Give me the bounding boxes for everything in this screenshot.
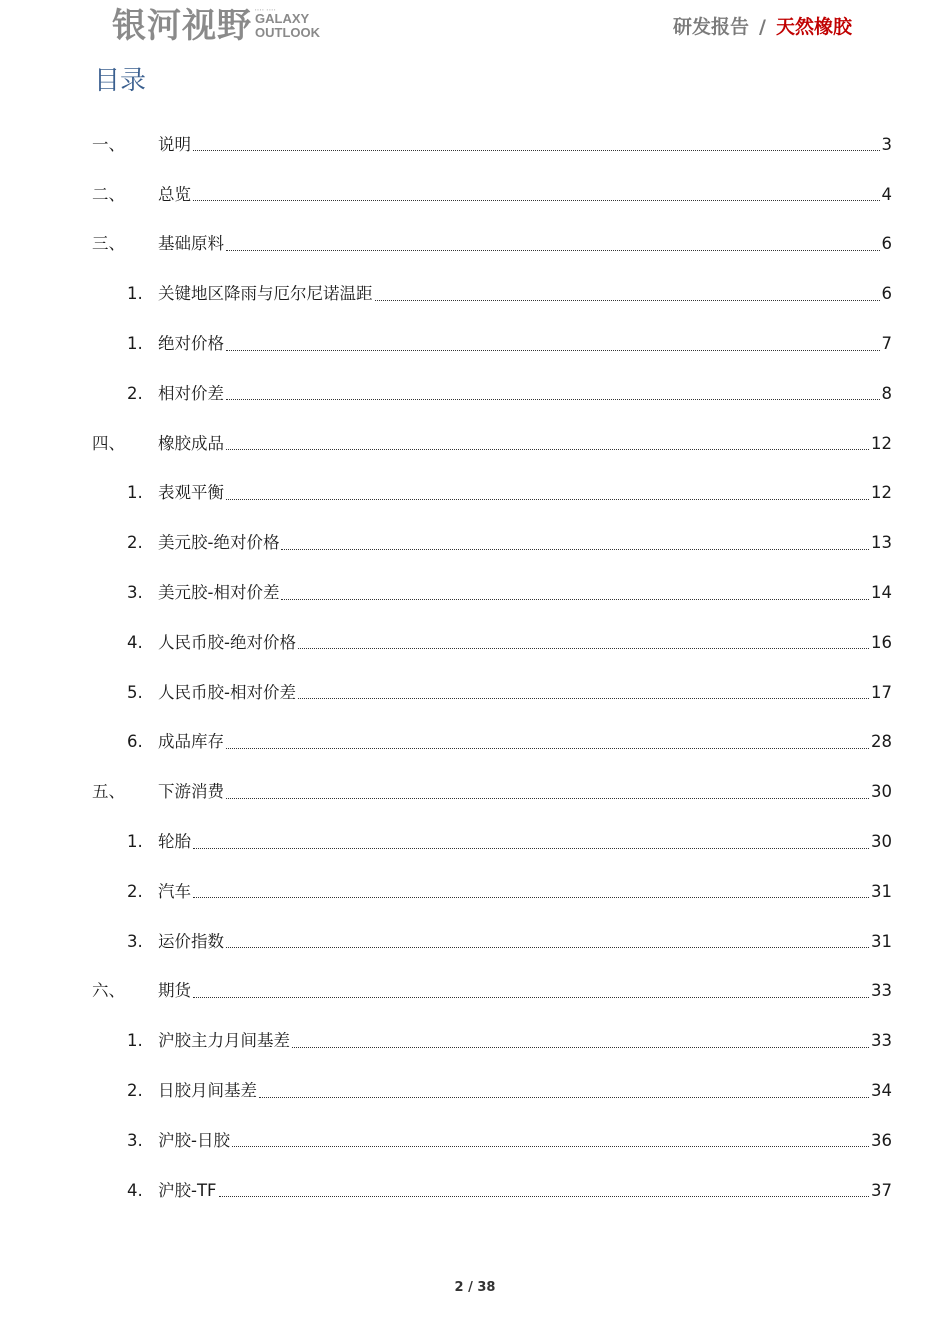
toc-entry[interactable] — [92, 817, 892, 867]
toc-entry-page[interactable]: 17 — [871, 682, 892, 702]
toc-entry-page[interactable]: 6 — [881, 284, 892, 304]
toc-entry-number: 4. — [127, 632, 143, 652]
toc-entry-title[interactable]: 人民币胶-相对价差 — [158, 682, 296, 702]
toc-entry-page[interactable]: 36 — [871, 1130, 892, 1150]
logo-en-line1: GALAXY — [255, 11, 310, 26]
logo-tiny-marks: ▪▪▪▪ ▪▪▪▪ — [255, 7, 277, 12]
toc-dot-leader — [193, 150, 880, 151]
toc-entry[interactable] — [92, 867, 892, 917]
toc-entry[interactable] — [92, 469, 892, 519]
toc-entry-page[interactable]: 14 — [871, 583, 892, 603]
toc-entry-title[interactable]: 美元胶-绝对价格 — [158, 533, 280, 553]
toc-dot-leader — [226, 250, 880, 251]
toc-entry-title[interactable]: 关键地区降雨与厄尔尼诺温距 — [158, 284, 373, 304]
logo-en-line2: OUTLOOK — [255, 25, 320, 40]
toc-dot-leader — [375, 300, 880, 301]
toc-dot-leader — [292, 1047, 869, 1048]
toc-entry-number: 1. — [127, 483, 143, 503]
toc-entry-page[interactable]: 13 — [871, 533, 892, 553]
toc-entry[interactable] — [92, 767, 892, 817]
toc-entry-title[interactable]: 运价指数 — [158, 931, 224, 951]
toc-dot-leader — [298, 648, 869, 649]
toc-dot-leader — [226, 449, 869, 450]
toc-entry-title[interactable]: 相对价差 — [158, 383, 224, 403]
toc-entry-number: 3. — [127, 583, 143, 603]
logo — [112, 6, 320, 46]
toc-entry[interactable] — [92, 668, 892, 718]
toc-entry-number: 1. — [127, 1031, 143, 1051]
toc-entry-number: 三、 — [92, 234, 125, 254]
toc-entry[interactable] — [92, 1116, 892, 1166]
report-header — [673, 14, 852, 40]
toc-dot-leader — [259, 1097, 869, 1098]
toc-dot-leader — [226, 499, 869, 500]
toc-entry-page[interactable]: 30 — [871, 832, 892, 852]
toc-entry[interactable] — [92, 419, 892, 469]
toc-entry-page[interactable]: 31 — [871, 931, 892, 951]
toc-entry-number: 四、 — [92, 433, 125, 453]
toc-entry-title[interactable]: 表观平衡 — [158, 483, 224, 503]
report-topic: 天然橡胶 — [775, 16, 852, 38]
toc-entry-page[interactable]: 30 — [871, 782, 892, 802]
toc-entry-number: 五、 — [92, 782, 125, 802]
toc-entry-title[interactable]: 人民币胶-绝对价格 — [158, 632, 296, 652]
toc-entry[interactable] — [92, 170, 892, 220]
toc-entry-title[interactable]: 成品库存 — [158, 732, 224, 752]
logo-english — [255, 7, 320, 40]
toc-entry-title[interactable]: 橡胶成品 — [158, 433, 224, 453]
toc-entry[interactable] — [92, 967, 892, 1017]
toc-entry-number: 1. — [127, 832, 143, 852]
toc-dot-leader — [281, 599, 869, 600]
toc-entry-title[interactable]: 下游消费 — [158, 782, 224, 802]
toc-entry-page[interactable]: 37 — [871, 1180, 892, 1200]
toc-entry-title[interactable]: 沪胶主力月间基差 — [158, 1031, 290, 1051]
toc-dot-leader — [226, 798, 869, 799]
toc-entry[interactable] — [92, 319, 892, 369]
toc-dot-leader — [232, 1146, 869, 1147]
toc-entry-title[interactable]: 日胶月间基差 — [158, 1081, 257, 1101]
toc-entry[interactable] — [92, 518, 892, 568]
toc-entry-page[interactable]: 3 — [881, 134, 892, 154]
toc-entry-page[interactable]: 4 — [881, 184, 892, 204]
report-type: 研发报告 — [673, 16, 750, 38]
toc-dot-leader — [193, 997, 869, 998]
toc-entry-title[interactable]: 沪胶-日胶 — [158, 1130, 230, 1150]
toc-dot-leader — [219, 1196, 869, 1197]
toc-entry-title[interactable]: 总览 — [158, 184, 191, 204]
toc-entry-number: 3. — [127, 931, 143, 951]
toc-dot-leader — [226, 399, 880, 400]
toc-entry-page[interactable]: 8 — [881, 383, 892, 403]
toc-dot-leader — [281, 549, 869, 550]
toc-entry-page[interactable]: 16 — [871, 632, 892, 652]
toc-entry-number: 6. — [127, 732, 143, 752]
toc-entry-title[interactable]: 美元胶-相对价差 — [158, 583, 280, 603]
toc-entry-page[interactable]: 12 — [871, 483, 892, 503]
toc-entry-number: 1. — [127, 334, 143, 354]
toc-entry-title[interactable]: 绝对价格 — [158, 334, 224, 354]
toc-entry-title[interactable]: 期货 — [158, 981, 191, 1001]
toc-entry-title[interactable]: 轮胎 — [158, 832, 191, 852]
toc-dot-leader — [193, 848, 869, 849]
toc-entry-page[interactable]: 33 — [871, 981, 892, 1001]
toc-entry-number: 2. — [127, 1081, 143, 1101]
toc-entry-number: 二、 — [92, 184, 125, 204]
toc-title: 目录 — [94, 66, 147, 96]
toc-entry-page[interactable]: 34 — [871, 1081, 892, 1101]
toc-dot-leader — [298, 698, 869, 699]
toc-entry[interactable] — [92, 618, 892, 668]
toc-entry-number: 4. — [127, 1180, 143, 1200]
header-separator: / — [759, 16, 766, 38]
toc-entry-number: 1. — [127, 284, 143, 304]
toc-entry-number: 一、 — [92, 134, 125, 154]
toc-entry-page[interactable]: 7 — [881, 334, 892, 354]
table-of-contents — [92, 120, 892, 1216]
toc-entry-number: 2. — [127, 881, 143, 901]
page-indicator: 2 / 38 — [454, 1280, 496, 1295]
toc-entry[interactable] — [92, 269, 892, 319]
toc-entry-number: 5. — [127, 682, 143, 702]
toc-entry-number: 2. — [127, 383, 143, 403]
toc-entry[interactable] — [92, 369, 892, 419]
toc-entry-number: 3. — [127, 1130, 143, 1150]
toc-dot-leader — [193, 897, 869, 898]
toc-entry-page[interactable]: 28 — [871, 732, 892, 752]
toc-entry[interactable] — [92, 1066, 892, 1116]
toc-entry-number: 六、 — [92, 981, 125, 1001]
toc-entry-title[interactable]: 沪胶-TF — [158, 1180, 217, 1200]
toc-entry[interactable] — [92, 917, 892, 967]
logo-chinese: 银河视野 — [112, 6, 252, 46]
toc-entry-title[interactable]: 说明 — [158, 134, 191, 154]
toc-entry-page[interactable]: 31 — [871, 881, 892, 901]
toc-entry[interactable] — [92, 220, 892, 270]
toc-entry[interactable] — [92, 568, 892, 618]
toc-entry-number: 2. — [127, 533, 143, 553]
toc-entry-title[interactable]: 汽车 — [158, 881, 191, 901]
toc-entry[interactable] — [92, 120, 892, 170]
toc-entry-title[interactable]: 基础原料 — [158, 234, 224, 254]
toc-dot-leader — [226, 947, 869, 948]
toc-dot-leader — [226, 350, 880, 351]
toc-dot-leader — [193, 200, 880, 201]
toc-entry-page[interactable]: 33 — [871, 1031, 892, 1051]
toc-entry[interactable] — [92, 1016, 892, 1066]
toc-entry[interactable] — [92, 718, 892, 768]
toc-entry-page[interactable]: 12 — [871, 433, 892, 453]
toc-entry[interactable] — [92, 1166, 892, 1216]
toc-entry-page[interactable]: 6 — [881, 234, 892, 254]
toc-dot-leader — [226, 748, 869, 749]
